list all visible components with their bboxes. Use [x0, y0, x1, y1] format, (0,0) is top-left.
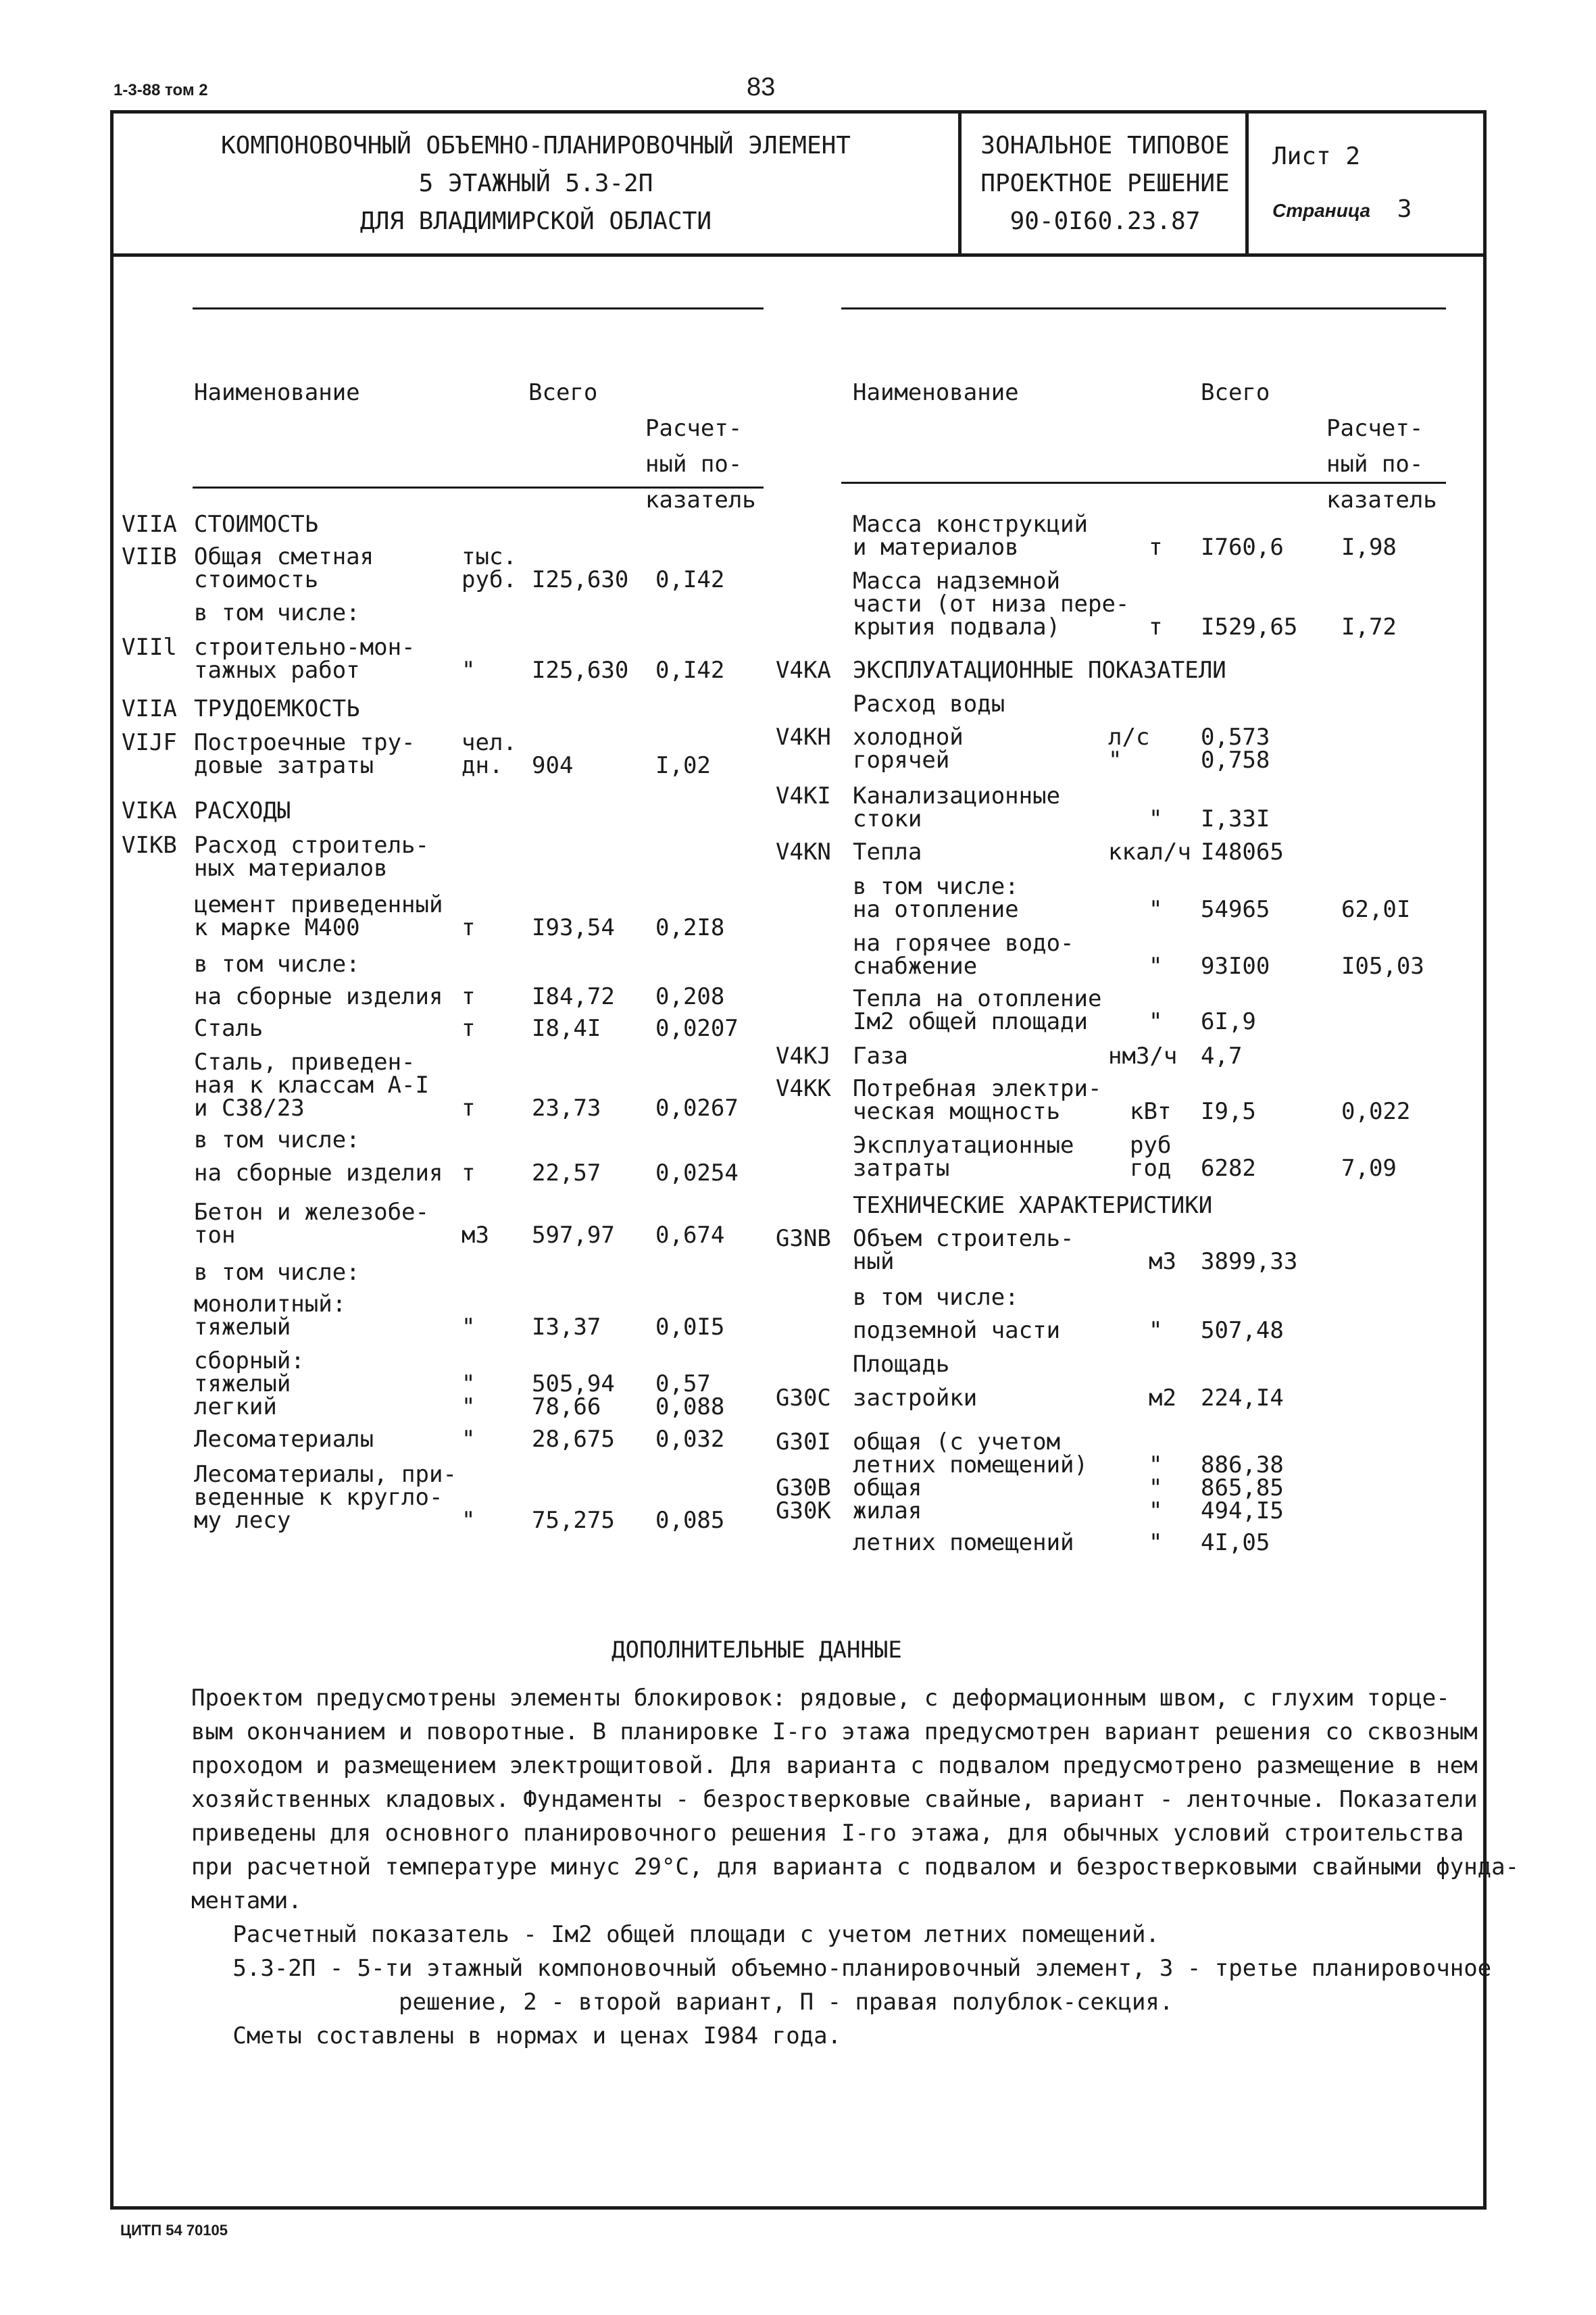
title-line: ДЛЯ ВЛАДИМИРСКОЙ ОБЛАСТИ [359, 207, 712, 235]
left-row-calc: 0,I42 [655, 566, 725, 593]
right-row-unit: " " [1149, 1474, 1163, 1524]
right-row-name: Тепла на отопление Iм2 общей площади [853, 985, 1102, 1035]
left-row-name: СТОИМОСТЬ [194, 511, 319, 538]
left-row-calc: I,02 [655, 752, 711, 779]
right-row-name: Потребная электри- ческая мощность [853, 1075, 1102, 1125]
right-row-total: I48065 [1201, 839, 1284, 866]
left-row-code: VIJF [122, 729, 177, 756]
additional-line: хозяйственных кладовых. Фундаменты - безростверковые свайные, вариант - ленточные. Показатели [191, 1786, 1478, 1813]
right-row-code: G3NB [776, 1225, 831, 1252]
additional-line: при расчетной температуре минус 29°С, для варианта с подвалом и безростверковыми свайными фунда- [191, 1853, 1520, 1881]
left-row-total: 597,97 [532, 1222, 615, 1249]
page-number: 83 [747, 73, 776, 101]
left-row-total: I3,37 [532, 1314, 601, 1341]
right-row-unit: " [1149, 1451, 1163, 1478]
left-row-name: в том числе: [194, 1126, 360, 1153]
additional-line: вым окончанием и поворотные. В планировке I-го этажа предусмотрен вариант решения со сквозным [191, 1718, 1478, 1745]
left-row-code: VIIB [122, 543, 177, 570]
left-row-calc: 0,208 [655, 983, 725, 1010]
right-row-code: V4KK [776, 1075, 831, 1102]
right-row-total: 865,85 494,I5 [1201, 1474, 1284, 1524]
right-row-name: Газа [853, 1043, 908, 1070]
left-row-unit: т [462, 914, 476, 941]
right-row-code: V4KA [776, 657, 831, 684]
left-row-total: I84,72 [532, 983, 615, 1010]
right-row-name: Объем строитель- ный [853, 1225, 1074, 1275]
column-header-calc: Расчет- ный по- казатель [1326, 415, 1437, 514]
left-row-name: Лесоматериалы [194, 1426, 374, 1453]
left-row-unit: т [462, 1160, 476, 1187]
additional-line: решение, 2 - второй вариант, П - правая полублок-секция. [191, 1989, 1174, 2016]
left-row-unit: м3 [462, 1222, 489, 1249]
right-row-name: летних помещений [853, 1529, 1074, 1556]
right-row-unit: " [1149, 896, 1163, 923]
right-row-total: 4I,05 [1201, 1529, 1270, 1556]
column-header-total: Всего [528, 379, 598, 406]
title-cell [114, 114, 958, 253]
column-header-name: Наименование [853, 379, 1019, 406]
left-row-name: Расход строитель- ных материалов [194, 832, 429, 882]
additional-line: Сметы составлены в нормах и ценах I984 года. [191, 2022, 842, 2049]
right-row-name: Тепла [853, 839, 922, 866]
right-row-unit: ккал/ч [1108, 839, 1191, 866]
right-row-code: V4KH [776, 724, 831, 751]
right-row-unit: т [1149, 614, 1163, 641]
left-row-total: I25,630 [532, 566, 629, 593]
left-row-code: VIIA [122, 511, 177, 538]
right-row-code: V4KJ [776, 1043, 831, 1070]
right-row-unit: руб год [1130, 1132, 1172, 1182]
left-row-unit: чел. дн. [462, 729, 517, 779]
right-row-unit: кВт [1130, 1098, 1172, 1125]
left-row-total: 28,675 [532, 1426, 615, 1453]
left-row-unit: " [462, 1507, 476, 1534]
left-row-total: 75,275 [532, 1507, 615, 1534]
right-row-name: общая жилая [853, 1474, 922, 1524]
right-row-calc: I05,03 [1341, 953, 1424, 980]
project-line: ПРОЕКТНОЕ РЕШЕНИЕ [980, 169, 1230, 197]
right-row-name: в том числе: на отопление [853, 873, 1019, 923]
left-row-name: в том числе: [194, 599, 360, 626]
right-row-name: Масса конструкций и материалов [853, 511, 1088, 561]
left-row-calc: 0,0267 [655, 1095, 739, 1122]
title-line: КОМПОНОВОЧНЫЙ ОБЪЕМНО-ПЛАНИРОВОЧНЫЙ ЭЛЕМЕНТ [221, 131, 851, 159]
additional-line: приведены для основного планировочного решения I-го этажа, для обычных условий строительства [191, 1820, 1464, 1847]
left-row-name: в том числе: [194, 1259, 360, 1286]
sheet-label: Лист 2 [1272, 142, 1361, 170]
right-row-calc: I,72 [1341, 614, 1397, 641]
right-row-code: G30I [776, 1428, 831, 1455]
left-row-name: Сталь [194, 1015, 264, 1042]
page-label: Страница [1272, 199, 1371, 221]
right-row-unit: т [1149, 534, 1163, 561]
left-row-name: сборный: тяжелый легкий [194, 1347, 305, 1420]
left-row-name: РАСХОДЫ [194, 797, 291, 824]
left-row-name: строительно-мон- тажных работ [194, 634, 416, 684]
right-row-calc: I,98 [1341, 534, 1397, 561]
right-row-total: 54965 [1201, 896, 1270, 923]
right-row-total: 224,I4 [1201, 1385, 1284, 1412]
left-row-name: Бетон и железобе- тон [194, 1199, 429, 1249]
left-row-name: Сталь, приведен- ная к классам А-I и С38/23 [194, 1049, 429, 1122]
left-row-unit: тыс. руб. [462, 543, 517, 593]
page-value: 3 [1397, 195, 1412, 223]
right-row-name: общая (с учетом летних помещений) [853, 1428, 1088, 1478]
project-cell [958, 114, 1249, 253]
additional-line: проходом и размещением электрощитовой. Для варианта с подвалом предусмотрено размещение в нем [191, 1752, 1478, 1779]
left-row-name: Построечные тру- довые затраты [194, 729, 416, 779]
right-row-total: 93I00 [1201, 953, 1270, 980]
left-row-calc: 0,085 [655, 1507, 725, 1534]
right-row-name: ТЕХНИЧЕСКИЕ ХАРАКТЕРИСТИКИ [853, 1192, 1213, 1219]
additional-line: ментами. [191, 1887, 302, 1914]
additional-line: 5.3-2П - 5-ти этажный компоновочный объемно-планировочный элемент, 3 - третье планировочное [191, 1955, 1492, 1982]
footer-code: ЦИТП 54 70105 [120, 2222, 228, 2239]
right-row-code: G30B G30K [776, 1474, 831, 1524]
left-row-code: VIIl [122, 634, 177, 661]
right-row-calc: 7,09 [1341, 1155, 1397, 1182]
left-row-unit: " [462, 1426, 476, 1453]
right-row-total: 6I,9 [1201, 1008, 1256, 1035]
left-row-code: VIKB [122, 832, 177, 859]
project-line: 90-0I60.23.87 [1009, 207, 1201, 235]
left-row-total: 23,73 [532, 1095, 601, 1122]
project-line: ЗОНАЛЬНОЕ ТИПОВОЕ [980, 131, 1230, 159]
left-row-unit: " " [462, 1370, 476, 1420]
left-row-name: в том числе: [194, 951, 360, 978]
right-row-name: Эксплуатационные затраты [853, 1132, 1074, 1182]
left-row-calc: 0,2I8 [655, 914, 725, 941]
right-row-calc: 0,022 [1341, 1098, 1411, 1125]
left-row-unit: т [462, 983, 476, 1010]
right-row-unit: " [1149, 953, 1163, 980]
left-row-total: 505,94 78,66 [532, 1370, 615, 1420]
left-row-unit: " [462, 657, 476, 684]
right-row-total: 507,48 [1201, 1317, 1284, 1344]
column-header-calc: Расчет- ный по- казатель [645, 415, 756, 514]
column-header-total: Всего [1201, 379, 1270, 406]
left-row-name: на сборные изделия [194, 1160, 443, 1187]
right-row-name: на горячее водо- снабжение [853, 930, 1074, 980]
right-row-code: V4KN [776, 839, 831, 866]
left-row-name: цемент приведенный к марке М400 [194, 891, 443, 941]
right-row-unit: л/с " [1108, 724, 1150, 774]
right-row-calc: 62,0I [1341, 896, 1411, 923]
right-row-unit: " [1149, 1008, 1163, 1035]
right-row-name: ЭКСПЛУАТАЦИОННЫЕ ПОКАЗАТЕЛИ [853, 657, 1226, 684]
right-row-name: холодной горячей [853, 724, 964, 774]
column-header-name: Наименование [194, 379, 360, 406]
left-row-calc: 0,I42 [655, 657, 725, 684]
left-row-unit: т [462, 1095, 476, 1122]
left-row-name: Лесоматериалы, при- веденные к кругло- му лесу [194, 1461, 457, 1534]
additional-line: Проектом предусмотрены элементы блокировок: рядовые, с деформационным швом, с глухим торце- [191, 1685, 1450, 1712]
left-row-name: на сборные изделия [194, 983, 443, 1010]
title-block [114, 114, 1483, 257]
right-row-unit: " [1149, 1529, 1163, 1556]
right-row-unit: " [1149, 805, 1163, 832]
sheet-cell [1245, 114, 1489, 253]
right-row-total: 3899,33 [1201, 1248, 1298, 1275]
left-row-calc: 0,0207 [655, 1015, 739, 1042]
left-row-calc: 0,674 [655, 1222, 725, 1249]
left-row-code: VIIA [122, 695, 177, 722]
left-row-name: монолитный: тяжелый [194, 1291, 347, 1341]
right-row-name: в том числе: [853, 1284, 1019, 1311]
right-row-total: 0,573 0,758 [1201, 724, 1270, 774]
right-row-total: 4,7 [1201, 1043, 1243, 1070]
left-row-unit: " [462, 1314, 476, 1341]
rule-left-top [193, 307, 764, 309]
right-row-total: I,33I [1201, 805, 1270, 832]
left-row-total: 22,57 [532, 1160, 601, 1187]
right-row-name: Расход воды [853, 691, 1005, 718]
right-row-total: I9,5 [1201, 1098, 1256, 1125]
left-row-unit: т [462, 1015, 476, 1042]
left-row-code: VIKA [122, 797, 177, 824]
left-row-total: I8,4I [532, 1015, 601, 1042]
rule-right-top [841, 307, 1446, 309]
right-row-name: Канализационные стоки [853, 782, 1061, 832]
left-row-calc: 0,032 [655, 1426, 725, 1453]
right-row-unit: нм3/ч [1108, 1043, 1178, 1070]
right-row-name: подземной части [853, 1317, 1061, 1344]
page-label-row [1272, 191, 1489, 230]
right-row-name: застройки [853, 1385, 978, 1412]
additional-title: ДОПОЛНИТЕЛЬНЫЕ ДАННЫЕ [612, 1637, 902, 1664]
left-row-calc: 0,0254 [655, 1160, 739, 1187]
title-line: 5 ЭТАЖНЫЙ 5.3-2П [418, 169, 653, 197]
right-row-code: V4KI [776, 782, 831, 810]
right-row-unit: м3 [1149, 1248, 1176, 1275]
left-row-total: I25,630 [532, 657, 629, 684]
right-row-total: 886,38 [1201, 1451, 1284, 1478]
right-row-name: Площадь [853, 1351, 950, 1378]
right-row-unit: м2 [1149, 1385, 1176, 1412]
left-row-calc: 0,0I5 [655, 1314, 725, 1341]
left-row-name: Общая сметная стоимость [194, 543, 374, 593]
right-row-unit: " [1149, 1317, 1163, 1344]
left-row-calc: 0,57 0,088 [655, 1370, 725, 1420]
right-row-total: I760,6 [1201, 534, 1284, 561]
right-row-code: G30C [776, 1385, 831, 1412]
left-row-total: I93,54 [532, 914, 615, 941]
additional-line: Расчетный показатель - Iм2 общей площади с учетом летних помещений. [191, 1921, 1159, 1948]
left-row-name: ТРУДОЕМКОСТЬ [194, 695, 360, 722]
right-row-total: I529,65 [1201, 614, 1298, 641]
left-row-total: 904 [532, 752, 574, 779]
series-label: 1-3-88 том 2 [114, 81, 208, 99]
right-row-name: Масса надземной части (от низа пере- крытия подвала) [853, 568, 1130, 641]
right-row-total: 6282 [1201, 1155, 1256, 1182]
